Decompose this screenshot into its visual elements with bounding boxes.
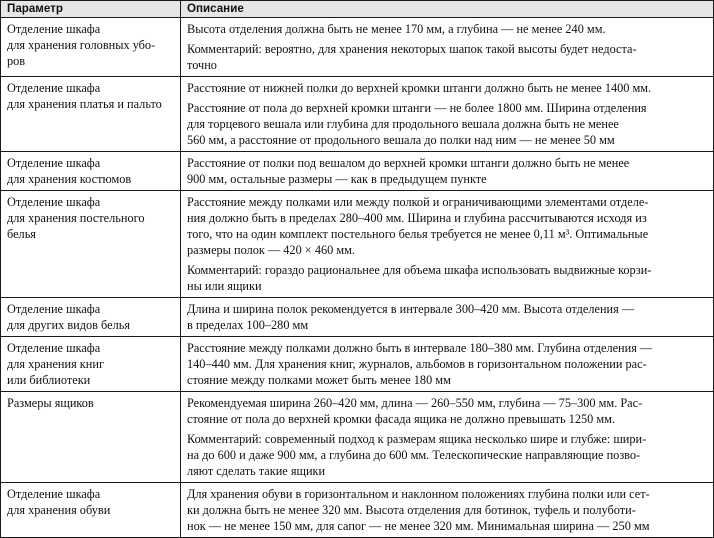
parameter-cell <box>1 337 181 392</box>
parameter-cell <box>1 483 181 538</box>
parameter-line: для хранения головных убо- <box>7 38 156 52</box>
parameter-line: Отделение шкафа <box>7 195 101 209</box>
description-line: ны или ящики <box>187 279 262 293</box>
table-row <box>1 191 714 298</box>
column-header-parameter: Параметр <box>1 1 181 18</box>
table-header-row <box>1 1 714 18</box>
description-line: на до 600 и даже 900 мм, а глубина до 600 мм. Телескопические направляющие позво- <box>187 448 641 462</box>
parameter-line: Отделение шкафа <box>7 302 101 316</box>
parameter-line: Отделение шкафа <box>7 22 101 36</box>
description-paragraph <box>187 41 707 73</box>
description-paragraph <box>187 486 707 534</box>
description-paragraph <box>187 194 707 258</box>
description-line: 900 мм, остальные размеры — как в предыдущем пункте <box>187 172 487 186</box>
parameter-cell <box>1 191 181 298</box>
description-paragraph <box>187 155 707 187</box>
description-paragraph <box>187 21 707 37</box>
description-line: 560 мм, а расстояние от продольного вешала до полки над ним — не менее 50 мм <box>187 133 615 147</box>
description-line: стояние между полками может быть менее 180 мм <box>187 373 451 387</box>
table-row <box>1 298 714 337</box>
parameter-line: Отделение шкафа <box>7 487 101 501</box>
parameter-line: для хранения обуви <box>7 503 111 517</box>
description-line: ния должно быть в пределах 280–400 мм. Ширина и глубина рассчитываются исходя из <box>187 211 647 225</box>
description-line: для торцевого вешала или глубина для продольного вешала должна быть не менее <box>187 117 619 131</box>
description-line: Для хранения обуви в горизонтальном и наклонном положениях глубина полки или сет- <box>187 487 650 501</box>
description-cell <box>181 337 714 392</box>
parameter-line: Размеры ящиков <box>7 396 94 410</box>
description-paragraph <box>187 80 707 96</box>
description-paragraph <box>187 301 707 333</box>
parameter-line: для других видов белья <box>7 318 130 332</box>
parameter-line: белья <box>7 227 36 241</box>
description-cell <box>181 298 714 337</box>
description-line: Комментарий: вероятно, для хранения некоторых шапок такой высоты будет недоста- <box>187 42 637 56</box>
description-cell <box>181 191 714 298</box>
table-row <box>1 77 714 152</box>
description-line: Длина и ширина полок рекомендуется в интервале 300–420 мм. Высота отделения — <box>187 302 635 316</box>
description-paragraph <box>187 340 707 388</box>
description-paragraph <box>187 100 707 148</box>
parameter-line: для хранения платья и пальто <box>7 97 162 111</box>
table-row <box>1 152 714 191</box>
column-header-description: Описание <box>181 1 714 18</box>
description-line: размеры полок — 420 × 460 мм. <box>187 243 355 257</box>
parameter-line: или библиотеки <box>7 373 91 387</box>
description-line: 140–440 мм. Для хранения книг, журналов, альбомов в горизонтальном положении рас- <box>187 357 647 371</box>
description-line: в пределах 100–280 мм <box>187 318 309 332</box>
description-line: ки должна быть не менее 320 мм. Высота отделения для ботинок, туфель и полуботи- <box>187 503 636 517</box>
parameter-cell <box>1 298 181 337</box>
table-row <box>1 337 714 392</box>
description-cell <box>181 483 714 538</box>
description-paragraph <box>187 262 707 294</box>
parameter-line: ров <box>7 54 26 68</box>
parameter-cell <box>1 152 181 191</box>
parameter-line: для хранения костюмов <box>7 172 132 186</box>
table-row <box>1 392 714 483</box>
description-line: точно <box>187 58 217 72</box>
description-line: Расстояние от полки под вешалом до верхней кромки штанги должно быть не менее <box>187 156 630 170</box>
description-line: ляют сделать такие ящики <box>187 464 326 478</box>
description-line: Расстояние между полками или между полкой и ограничивающими элементами отделе- <box>187 195 649 209</box>
description-line: Высота отделения должна быть не менее 170 мм, а глубина — не менее 240 мм. <box>187 22 606 36</box>
description-line: Расстояние от нижней полки до верхней кромки штанги должно быть не менее 1400 мм. <box>187 81 652 95</box>
parameter-cell <box>1 392 181 483</box>
description-cell <box>181 392 714 483</box>
description-line: того, что на один комплект постельного белья требуется не менее 0,11 м³. Оптимальные <box>187 227 649 241</box>
parameter-line: для хранения книг <box>7 357 104 371</box>
table-row <box>1 18 714 77</box>
description-line: Комментарий: гораздо рациональнее для объема шкафа использовать выдвижные корзи- <box>187 263 652 277</box>
parameter-line: для хранения постельного <box>7 211 145 225</box>
description-line: стояние от пола до верхней кромки фасада ящика не должно превышать 1250 мм. <box>187 412 616 426</box>
description-line: Расстояние от пола до верхней кромки штанги — не более 1800 мм. Ширина отделения <box>187 101 647 115</box>
description-line: Рекомендуемая ширина 260–420 мм, длина — 260–550 мм, глубина — 75–300 мм. Рас- <box>187 396 643 410</box>
description-line: Расстояние между полками должно быть в интервале 180–380 мм. Глубина отделения — <box>187 341 653 355</box>
description-paragraph <box>187 395 707 427</box>
description-line: нок — не менее 150 мм, для сапог — не менее 320 мм. Минимальная ширина — 250 мм <box>187 519 650 533</box>
description-line: Комментарий: современный подход к размерам ящика несколько шире и глубже: шири- <box>187 432 647 446</box>
description-paragraph <box>187 431 707 479</box>
parameter-cell <box>1 77 181 152</box>
parameter-line: Отделение шкафа <box>7 341 101 355</box>
table-body <box>1 18 714 538</box>
parameter-cell <box>1 18 181 77</box>
parameter-line: Отделение шкафа <box>7 81 101 95</box>
table-row <box>1 483 714 538</box>
parameter-line: Отделение шкафа <box>7 156 101 170</box>
description-cell <box>181 152 714 191</box>
description-cell <box>181 77 714 152</box>
description-cell <box>181 18 714 77</box>
